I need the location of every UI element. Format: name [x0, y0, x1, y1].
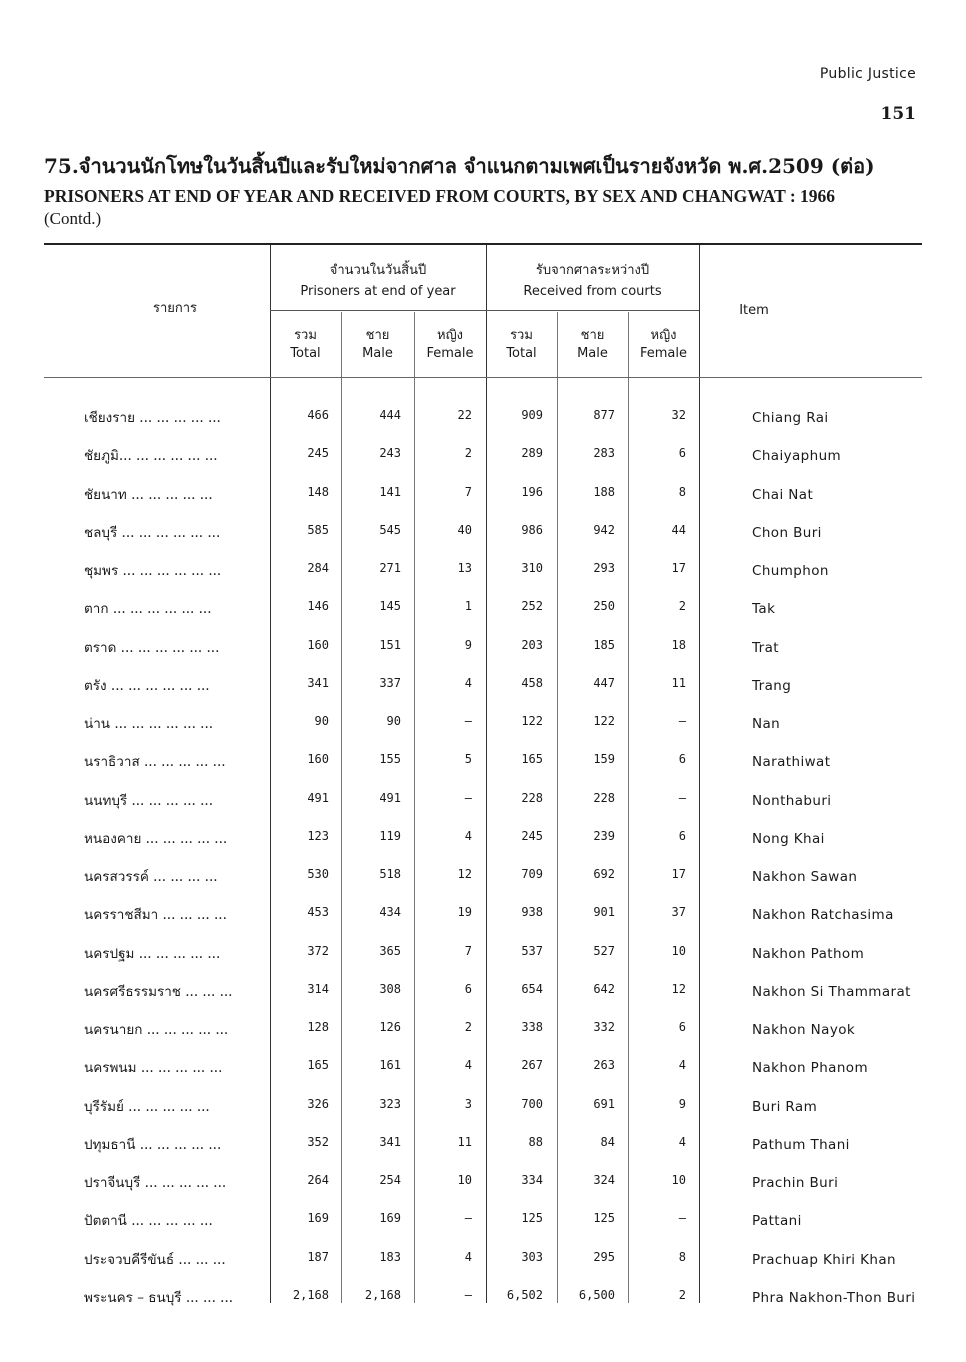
subheader-male [557, 327, 628, 363]
table-cell: 901 [593, 905, 615, 920]
row-label-thai: ชัยนาท ... ... ... ... ... [84, 486, 213, 503]
table-cell: 169 [379, 1211, 401, 1226]
table-cell: — [464, 1287, 472, 1302]
table-cell: 6 [678, 752, 686, 767]
table-cell: 19 [457, 905, 472, 920]
row-label-english: Nakhon Sawan [752, 869, 858, 885]
subheader-female [628, 327, 699, 363]
row-label-english: Nan [752, 716, 781, 732]
row-label-thai: นราธิวาส ... ... ... ... ... [84, 754, 226, 771]
subheader-english: Total [290, 346, 321, 361]
subheader-thai: หญิง [437, 328, 463, 343]
table-cell: 4 [464, 1058, 472, 1073]
group2-header-english: Received from courts [523, 284, 662, 299]
table-cell: — [678, 714, 686, 728]
row-label-english: Prachin Buri [752, 1175, 839, 1191]
table-cell: 183 [379, 1249, 401, 1264]
table-row [0, 1163, 966, 1201]
table-row [0, 972, 966, 1010]
row-label-english: Nakhon Nayok [752, 1022, 856, 1038]
group1-header-thai: จำนวนในวันสิ้นปี [329, 263, 427, 278]
table-cell: 458 [521, 675, 543, 690]
table-cell: 545 [379, 522, 401, 537]
row-label-thai: ชลบุรี ... ... ... ... ... ... [84, 524, 221, 541]
table-cell: 5 [464, 752, 472, 767]
row-label-english: Nakhon Ratchasima [752, 907, 894, 924]
table-cell: 7 [464, 943, 472, 958]
table-row [0, 628, 966, 666]
row-label-english: Nakhon Pathom [752, 945, 865, 962]
table-cell: 2,168 [292, 1287, 329, 1302]
table-cell: 365 [379, 943, 401, 958]
table-cell: 12 [457, 867, 472, 881]
row-label-english: Phra Nakhon-Thon Buri [752, 1289, 916, 1306]
table-cell: 352 [307, 1134, 329, 1149]
table-cell: 188 [593, 484, 615, 499]
subheader-english: Female [426, 346, 474, 361]
row-label-english: Nonthaburi [752, 792, 832, 809]
table-cell: 40 [457, 522, 472, 537]
row-label-english: Pattani [752, 1213, 802, 1230]
subheader-thai: ชาย [580, 328, 605, 343]
row-label-thai: น่าน ... ... ... ... ... ... [84, 716, 214, 732]
table-cell: 90 [314, 714, 329, 728]
table-cell: 123 [307, 828, 329, 843]
table-cell: 6,500 [578, 1287, 615, 1302]
table-cell: 6 [678, 446, 686, 461]
row-label-english: Trat [752, 639, 779, 656]
table-cell: 530 [307, 867, 329, 881]
table-cell: 245 [521, 828, 543, 843]
table-cell: 7 [464, 484, 472, 499]
row-label-thai: พระนคร – ธนบุรี ... ... ... [84, 1289, 234, 1306]
row-label-english: Tak [752, 601, 776, 618]
table-cell: 337 [379, 675, 401, 690]
table-cell: 125 [593, 1211, 615, 1226]
table-row [0, 1240, 966, 1278]
row-label-thai: ปราจีนบุรี ... ... ... ... ... [84, 1175, 227, 1191]
table-cell: 341 [379, 1134, 401, 1149]
table-cell: 700 [521, 1096, 543, 1111]
table-cell: 145 [379, 599, 401, 614]
row-label-english: Prachuap Khiri Khan [752, 1251, 896, 1268]
group-underline [270, 310, 486, 311]
table-cell: 169 [307, 1211, 329, 1226]
table-cell: 44 [671, 522, 686, 537]
row-label-thai: นครสวรรค์ ... ... ... ... [84, 869, 218, 885]
table-cell: 4 [464, 828, 472, 843]
table-cell: 88 [528, 1134, 543, 1149]
table-row [0, 934, 966, 972]
table-row [0, 895, 966, 933]
table-cell: 165 [307, 1058, 329, 1073]
table-cell: 2,168 [364, 1287, 401, 1302]
table-cell: 942 [593, 522, 615, 537]
row-label-thai: นครราชสีมา ... ... ... ... [84, 907, 227, 924]
table-cell: 9 [678, 1096, 686, 1111]
table-cell: 17 [671, 867, 686, 881]
row-label-thai: ตาก ... ... ... ... ... ... [84, 601, 212, 618]
table-cell: 90 [386, 714, 401, 728]
row-label-english: Narathiwat [752, 754, 831, 771]
subheader-thai: ชาย [365, 328, 390, 343]
table-cell: 654 [521, 981, 543, 996]
row-label-english: Chaiyaphum [752, 448, 842, 465]
row-label-english: Chumphon [752, 563, 829, 579]
table-cell: — [678, 1211, 686, 1226]
table-cell: 196 [521, 484, 543, 499]
table-cell: 6 [678, 828, 686, 843]
table-cell: — [678, 790, 686, 805]
subheader-english: Total [506, 346, 537, 361]
item-header-thai: รายการ [152, 301, 198, 316]
subheader-english: Male [577, 346, 608, 361]
table-cell: 252 [521, 599, 543, 614]
table-cell: 6,502 [506, 1287, 543, 1302]
item-header-english: Item [739, 303, 769, 318]
table-cell: 22 [457, 408, 472, 422]
table-cell: 323 [379, 1096, 401, 1111]
subheader-english: Male [362, 346, 393, 361]
table-cell: 518 [379, 867, 401, 881]
page-number: 151 [880, 104, 916, 124]
row-label-thai: ปทุมธานี ... ... ... ... ... [84, 1136, 222, 1153]
table-cell: 254 [379, 1173, 401, 1187]
table-cell: 267 [521, 1058, 543, 1073]
row-label-thai: บุรีรัมย์ ... ... ... ... ... [84, 1098, 210, 1115]
table-row [0, 1278, 966, 1316]
table-cell: — [464, 1211, 472, 1226]
table-cell: 2 [464, 1020, 472, 1034]
row-label-english: Chon Buri [752, 524, 822, 541]
table-cell: 453 [307, 905, 329, 920]
table-cell: 203 [521, 637, 543, 652]
table-cell: 10 [457, 1173, 472, 1187]
table-cell: 122 [593, 714, 615, 728]
subheader-male [341, 327, 414, 363]
table-cell: 4 [678, 1134, 686, 1149]
table-cell: 585 [307, 522, 329, 537]
row-label-thai: ชุมพร ... ... ... ... ... ... [84, 563, 222, 579]
table-cell: 324 [593, 1173, 615, 1187]
row-label-thai: นครพนม ... ... ... ... ... [84, 1060, 223, 1077]
table-cell: 877 [593, 408, 615, 422]
table-cell: 13 [457, 561, 472, 575]
table-cell: 4 [464, 675, 472, 690]
table-cell: 372 [307, 943, 329, 958]
table-row [0, 1125, 966, 1163]
top-rule [44, 243, 922, 245]
table-title-english: PRISONERS AT END OF YEAR AND RECEIVED FROM COURTS, BY SEX AND CHANGWAT : 1966 [44, 186, 836, 206]
table-cell: 151 [379, 637, 401, 652]
group1-header-english: Prisoners at end of year [300, 284, 456, 299]
table-cell: 8 [678, 484, 686, 499]
table-cell: 10 [671, 1173, 686, 1187]
row-label-thai: ประจวบคีรีขันธ์ ... ... ... [84, 1251, 226, 1268]
table-cell: 128 [307, 1020, 329, 1034]
table-cell: 17 [671, 561, 686, 575]
section-label: Public Justice [819, 66, 916, 82]
table-cell: 310 [521, 561, 543, 575]
row-label-english: Trang [752, 677, 792, 694]
row-label-thai: เชียงราย ... ... ... ... ... [84, 410, 221, 426]
table-cell: 11 [671, 675, 686, 690]
table-row [0, 513, 966, 551]
table-cell: 8 [678, 1249, 686, 1264]
table-row [0, 1201, 966, 1239]
row-label-thai: นครปฐม ... ... ... ... ... [84, 945, 221, 962]
table-cell: 9 [464, 637, 472, 652]
table-cell: 126 [379, 1020, 401, 1034]
table-cell: 239 [593, 828, 615, 843]
row-label-thai: ตราด ... ... ... ... ... ... [84, 639, 220, 656]
table-row [0, 819, 966, 857]
table-cell: 986 [521, 522, 543, 537]
table-cell: 537 [521, 943, 543, 958]
table-cell: 283 [593, 446, 615, 461]
table-cell: 1 [464, 599, 472, 614]
table-cell: 2 [678, 1287, 686, 1302]
table-cell: 141 [379, 484, 401, 499]
table-cell: 245 [307, 446, 329, 461]
row-label-english: Chai Nat [752, 486, 814, 503]
table-title-contd: (Contd.) [44, 209, 102, 228]
table-cell: 146 [307, 599, 329, 614]
table-cell: 447 [593, 675, 615, 690]
table-row [0, 398, 966, 436]
table-cell: 37 [671, 905, 686, 920]
table-cell: 938 [521, 905, 543, 920]
header-rule [44, 377, 922, 378]
table-cell: 18 [671, 637, 686, 652]
table-cell: 122 [521, 714, 543, 728]
subheader-thai: รวม [294, 328, 317, 343]
table-cell: 161 [379, 1058, 401, 1073]
table-cell: 10 [671, 943, 686, 958]
table-cell: 691 [593, 1096, 615, 1111]
table-cell: 444 [379, 408, 401, 422]
table-cell: 165 [521, 752, 543, 767]
table-cell: 692 [593, 867, 615, 881]
table-cell: 159 [593, 752, 615, 767]
table-row [0, 551, 966, 589]
row-label-english: Nong Khai [752, 830, 825, 847]
row-label-thai: นครนายก ... ... ... ... ... [84, 1022, 229, 1038]
table-row [0, 857, 966, 895]
table-cell: 160 [307, 752, 329, 767]
row-label-english: Nakhon Si Thammarat [752, 983, 911, 1000]
table-cell: 125 [521, 1211, 543, 1226]
row-label-thai: หนองคาย ... ... ... ... ... [84, 830, 228, 847]
table-row [0, 1010, 966, 1048]
table-cell: 2 [678, 599, 686, 614]
group-underline [486, 310, 699, 311]
table-cell: 250 [593, 599, 615, 614]
subheader-total [270, 327, 341, 363]
group2-header-thai: รับจากศาลระหว่างปี [535, 263, 650, 278]
table-row [0, 781, 966, 819]
table-title-thai: 75.จำนวนนักโทษในวันสิ้นปีและรับใหม่จากศาล จำแนกตามเพศเป็นรายจังหวัด พ.ศ.2509 (ต่อ) [44, 154, 875, 178]
table-cell: 148 [307, 484, 329, 499]
table-cell: 326 [307, 1096, 329, 1111]
row-label-thai: ปัตตานี ... ... ... ... ... [84, 1213, 213, 1230]
table-cell: 2 [464, 446, 472, 461]
table-cell: 303 [521, 1249, 543, 1264]
table-cell: 527 [593, 943, 615, 958]
table-cell: 491 [307, 790, 329, 805]
table-cell: 434 [379, 905, 401, 920]
subheader-total [486, 327, 557, 363]
table-cell: 84 [600, 1134, 615, 1149]
table-cell: 271 [379, 561, 401, 575]
table-cell: 263 [593, 1058, 615, 1073]
table-cell: 909 [521, 408, 543, 422]
table-cell: 491 [379, 790, 401, 805]
table-cell: 228 [521, 790, 543, 805]
table-row [0, 704, 966, 742]
table-cell: 709 [521, 867, 543, 881]
subheader-female [414, 327, 486, 363]
subheader-english: Female [639, 346, 687, 361]
table-cell: 32 [671, 408, 686, 422]
row-label-thai: ชัยภูมิ... ... ... ... ... ... [84, 448, 218, 465]
table-cell: 284 [307, 561, 329, 575]
table-row [0, 742, 966, 780]
table-cell: 187 [307, 1249, 329, 1264]
table-cell: 334 [521, 1173, 543, 1187]
table-cell: 308 [379, 981, 401, 996]
table-cell: 6 [464, 981, 472, 996]
table-row [0, 436, 966, 474]
table-cell: 341 [307, 675, 329, 690]
table-row [0, 1087, 966, 1125]
table-cell: — [464, 714, 472, 728]
table-cell: 466 [307, 408, 329, 422]
table-cell: 243 [379, 446, 401, 461]
table-cell: 642 [593, 981, 615, 996]
row-label-thai: นนทบุรี ... ... ... ... ... [84, 792, 214, 809]
table-cell: 160 [307, 637, 329, 652]
table-cell: 264 [307, 1173, 329, 1187]
table-cell: 4 [464, 1249, 472, 1264]
table-cell: 3 [464, 1096, 472, 1111]
table-cell: 11 [457, 1134, 472, 1149]
table-cell: 289 [521, 446, 543, 461]
subheader-thai: รวม [510, 328, 533, 343]
table-cell: 295 [593, 1249, 615, 1264]
table-cell: 119 [379, 828, 401, 843]
row-label-english: Chiang Rai [752, 410, 829, 426]
table-row [0, 1048, 966, 1086]
table-cell: 12 [671, 981, 686, 996]
row-label-thai: ตรัง ... ... ... ... ... ... [84, 677, 210, 694]
row-label-english: Buri Ram [752, 1098, 818, 1115]
table-cell: 338 [521, 1020, 543, 1034]
table-cell: 314 [307, 981, 329, 996]
table-row [0, 589, 966, 627]
table-cell: 293 [593, 561, 615, 575]
table-cell: 155 [379, 752, 401, 767]
table-cell: — [464, 790, 472, 805]
table-row [0, 666, 966, 704]
table-row [0, 475, 966, 513]
subheader-thai: หญิง [650, 328, 677, 343]
table-cell: 4 [678, 1058, 686, 1073]
table-cell: 228 [593, 790, 615, 805]
table-cell: 6 [678, 1020, 686, 1034]
table-cell: 185 [593, 637, 615, 652]
row-label-english: Nakhon Phanom [752, 1060, 868, 1077]
row-label-thai: นครศรีธรรมราช ... ... ... [84, 983, 233, 1000]
row-label-english: Pathum Thani [752, 1136, 850, 1153]
table-cell: 332 [593, 1020, 615, 1034]
